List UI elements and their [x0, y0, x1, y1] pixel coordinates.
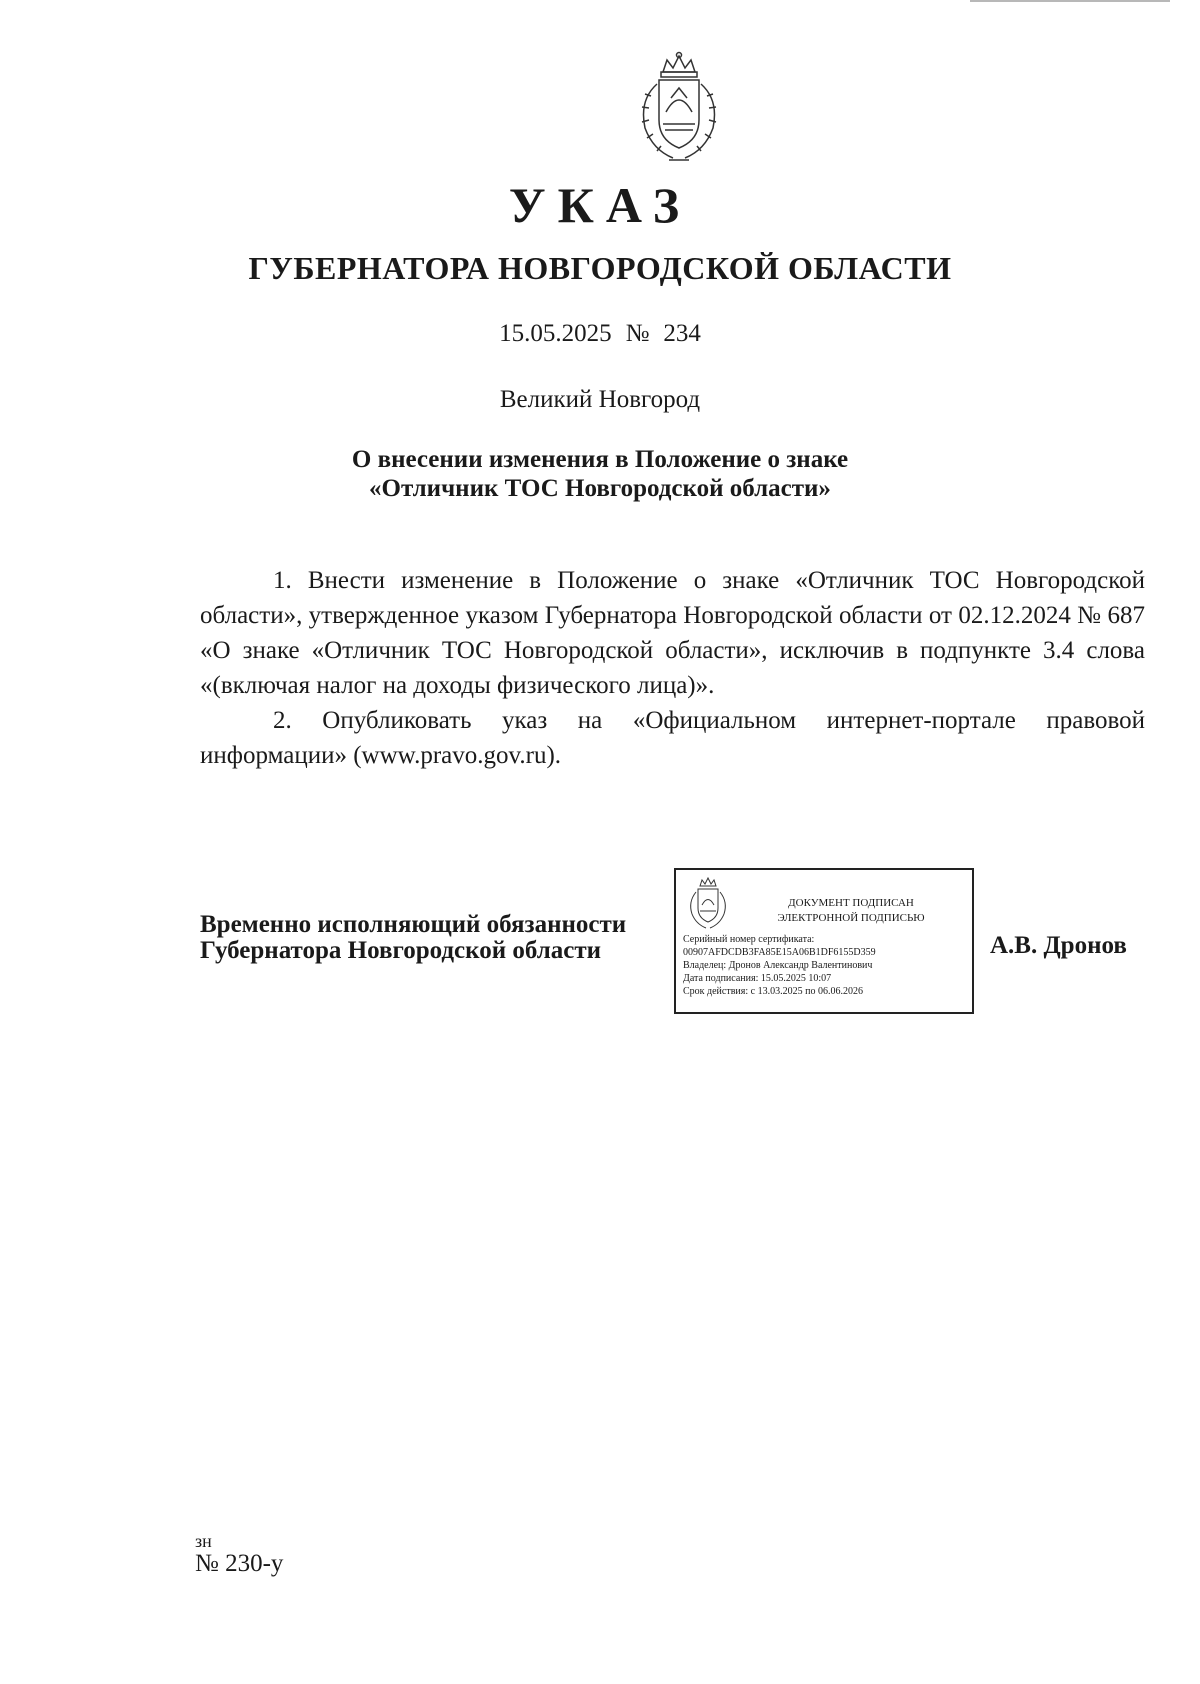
document-city: Великий Новгород [499, 386, 701, 413]
footer-initials: зн [195, 1531, 212, 1551]
stamp-details [683, 933, 968, 998]
date-number-line [0, 320, 1200, 348]
signatory-name: А.В. Дронов [990, 932, 1127, 959]
coat-of-arms-icon [633, 50, 725, 168]
stamp-title-line-2: ЭЛЕКТРОННОЙ ПОДПИСЬЮ [777, 912, 925, 924]
number-sign: № [625, 320, 650, 347]
electronic-signature-stamp [674, 868, 974, 1014]
stamp-title [736, 896, 966, 926]
footer-reg-number: № 230-у [195, 1550, 284, 1577]
document-subtitle: ГУБЕРНАТОРА НОВГОРОДСКОЙ ОБЛАСТИ [248, 250, 952, 286]
stamp-title-line-1: ДОКУМЕНТ ПОДПИСАН [788, 897, 914, 909]
stamp-validity: Срок действия: с 13.03.2025 по 06.06.2026 [683, 986, 863, 997]
heading-line-2: «Отличник ТОС Новгородской области» [369, 475, 831, 502]
paragraph-2: 2. Опубликовать указ на «Официальном интернет-портале правовой информации» (www.pravo.gov.ru). [200, 707, 1145, 769]
stamp-signed-date: Дата подписания: 15.05.2025 10:07 [683, 973, 832, 984]
heading-line-1: О внесении изменения в Положение о знаке [351, 446, 849, 473]
stamp-cert-label: Серийный номер сертификата: [683, 934, 815, 945]
position-line-2: Губернатора Новгородской области [200, 937, 602, 964]
paragraph-1: 1. Внести изменение в Положение о знаке «Отличник ТОС Новгородской области», утвержденное указом Губернатора Новгородской области от 02.12.2024 № 687 «О знаке «Отличник ТОС Новгородской области», исключив в подпункте 3.4 слова «(включая налог на доходы физического лица)». [200, 567, 1145, 699]
document-title: УКАЗ [508, 177, 692, 233]
document-number: 234 [663, 320, 701, 347]
document-heading [0, 445, 1200, 503]
document-body [200, 563, 1145, 773]
stamp-cert-number: 00907AFDCDB3FA85E15A06B1DF6155D359 [683, 947, 876, 958]
document-date: 15.05.2025 [499, 320, 612, 347]
stamp-coat-of-arms-icon [686, 876, 730, 932]
registration-footer [195, 1532, 283, 1578]
signatory-position [200, 912, 626, 964]
stamp-owner: Владелец: Дронов Александр Валентинович [683, 960, 873, 971]
position-line-1: Временно исполняющий обязанности [200, 911, 627, 938]
top-rule [970, 0, 1170, 2]
